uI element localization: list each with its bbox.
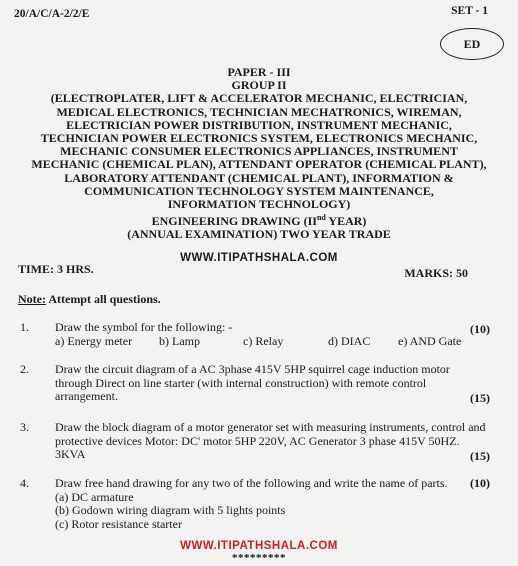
question-marks: (15) <box>470 391 490 405</box>
option-list <box>55 335 490 349</box>
watermark-top: WWW.ITIPATHSHALA.COM <box>180 252 338 264</box>
badge-text: ED <box>463 36 481 51</box>
trade-line: INFORMATION TECHNOLOGY) <box>167 197 351 212</box>
set-label: SET - 1 <box>451 5 488 17</box>
note-label: Note: <box>18 292 46 306</box>
paper-code: 20/A/C/A-2/2/E <box>14 8 90 20</box>
trade-line: COMMUNICATION TECHNOLOGY SYSTEM MAINTENANCE, <box>84 183 434 198</box>
option-item: c) Relay <box>243 333 284 348</box>
question-item: (b) Godown wiring diagram with 5 lights points <box>55 503 286 517</box>
marks-label: MARKS: 50 <box>404 266 468 280</box>
footer-stars: ********* <box>232 552 286 564</box>
question-number: 3. <box>20 420 29 434</box>
question-2 <box>18 363 490 407</box>
question-text: Draw the symbol for the following: - <box>55 320 233 334</box>
question-text: Draw free hand drawing for any two of the following and write the name of parts. <box>55 476 448 490</box>
option-item: e) AND Gate <box>398 333 462 348</box>
question-item: (a) DC armature <box>55 489 134 504</box>
question-line: 3KVA <box>55 447 86 461</box>
question-body <box>55 477 490 531</box>
trade-line: (ELECTROPLATER, LIFT & ACCELERATOR MECHANIC, ELECTRICIAN, <box>50 91 468 106</box>
option-item: d) DIAC <box>328 333 371 348</box>
question-3 <box>18 421 490 465</box>
trade-line: LABORATORY ATTENDANT (CHEMICAL PLANT), INFORMATION & <box>64 170 454 185</box>
option-item: b) Lamp <box>159 333 200 348</box>
trade-line: MECHANIC CONSUMER ELECTRONICS APPLIANCES, INSTRUMENT <box>60 144 458 159</box>
question-4 <box>18 477 490 535</box>
trade-line: MEDICAL ELECTRONICS, TECHNICIAN MECHATRONICS, WIREMAN, <box>56 104 462 119</box>
paper-number: PAPER - III <box>227 65 291 79</box>
question-line: through Direct on line starter (with internal construction) with remote control <box>55 375 427 390</box>
note <box>18 292 161 307</box>
question-marks: (10) <box>470 322 490 336</box>
question-number: 1. <box>20 320 29 334</box>
ed-badge <box>440 28 504 60</box>
question-body <box>55 421 490 462</box>
question-line: Draw the circuit diagram of a AC 3phase 415V 5HP squirrel cage induction motor <box>55 362 450 376</box>
trade-line: MECHANIC (CHEMICAL PLAN), ATTENDANT OPERATOR (CHEMICAL PLANT), <box>31 157 487 172</box>
watermark-bottom: WWW.ITIPATHSHALA.COM <box>180 540 338 552</box>
trade-line: ELECTRICIAN POWER DISTRIBUTION, INSTRUMENT MECHANIC, <box>66 117 452 132</box>
time-label: TIME: 3 HRS. <box>18 262 94 276</box>
question-1 <box>18 321 490 351</box>
question-line: protective devices Motor: DC' motor 5HP 220V, AC Generator 3 phase 415V 50HZ. <box>55 433 460 448</box>
note-text: Attempt all questions. <box>48 292 161 306</box>
question-body <box>55 321 490 348</box>
subject-title: ENGINEERING DRAWING (IInd YEAR) <box>151 213 367 229</box>
question-line: Draw the block diagram of a motor generator set with measuring instruments, control and <box>55 420 486 434</box>
exam-type: (ANNUAL EXAMINATION) TWO YEAR TRADE <box>127 227 391 242</box>
title-block <box>0 66 518 242</box>
question-item: (c) Rotor resistance starter <box>55 516 182 531</box>
question-number: 4. <box>20 476 29 490</box>
question-line: arrangement. <box>55 389 118 403</box>
question-marks: (10) <box>470 476 490 490</box>
question-body <box>55 363 490 404</box>
group-name: GROUP II <box>231 78 287 93</box>
option-item: a) Energy meter <box>55 333 133 348</box>
question-number: 2. <box>20 362 29 376</box>
trade-line: TECHNICIAN POWER ELECTRONICS SYSTEM, ELECTRONICS MECHANIC, <box>40 131 478 146</box>
question-marks: (15) <box>470 449 490 463</box>
